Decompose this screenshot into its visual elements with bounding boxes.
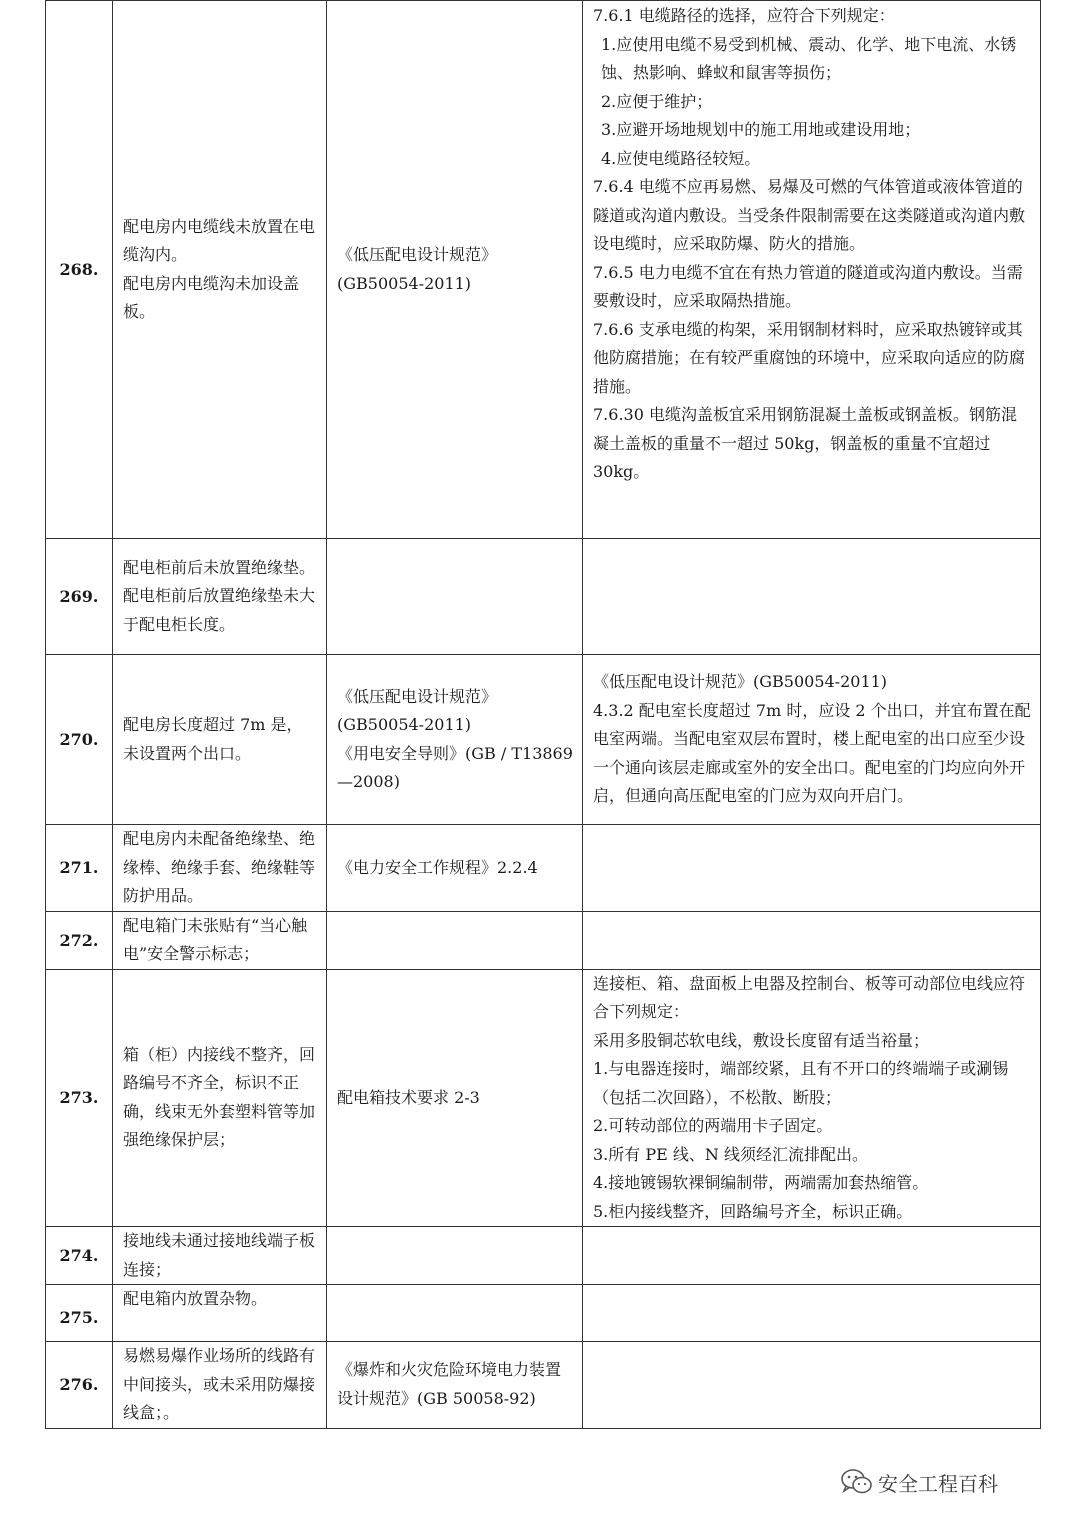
basis-cell bbox=[327, 1285, 583, 1342]
issue-text: 箱（柜）内接线不整齐，回路编号不齐全，标识不正确，线束无外套塑料管等加强绝缘保护层； bbox=[123, 1044, 316, 1150]
requirement-cell bbox=[583, 1342, 1041, 1429]
basis-text: 《爆炸和火灾危险环境电力装置设计规范》(GB 50058-92) bbox=[337, 1360, 562, 1408]
table-row bbox=[46, 825, 1041, 912]
table-row bbox=[46, 539, 1041, 655]
regulation-table bbox=[45, 0, 1041, 1429]
basis-cell bbox=[327, 825, 583, 912]
basis-cell bbox=[327, 911, 583, 969]
issue-cell bbox=[113, 911, 327, 969]
requirement-text: 7.6.30 电缆沟盖板宜采用钢筋混凝土盖板或钢盖板。钢筋混凝土盖板的重量不一超过 50kg，钢盖板的重量不宜超过 30kg。 bbox=[593, 405, 1017, 481]
table-row bbox=[46, 655, 1041, 825]
requirement-cell bbox=[583, 1285, 1041, 1342]
issue-cell bbox=[113, 969, 327, 1227]
row-number: 272. bbox=[46, 911, 113, 969]
issue-cell bbox=[113, 655, 327, 825]
watermark-text: 安全工程百科 bbox=[878, 1471, 998, 1496]
requirement-text: 2.应便于维护； bbox=[601, 91, 713, 111]
basis-cell bbox=[327, 1227, 583, 1285]
issue-cell bbox=[113, 539, 327, 655]
issue-cell bbox=[113, 1285, 327, 1342]
issue-text: 配电箱门未张贴有“当心触电”安全警示标志； bbox=[123, 915, 308, 963]
basis-cell bbox=[327, 539, 583, 655]
table-row bbox=[46, 1, 1041, 539]
row-number: 271. bbox=[46, 825, 113, 912]
requirement-cell bbox=[583, 539, 1041, 655]
basis-cell bbox=[327, 1, 583, 539]
table-row bbox=[46, 911, 1041, 969]
requirement-text: 4.应使电缆路径较短。 bbox=[601, 148, 761, 168]
row-number: 274. bbox=[46, 1227, 113, 1285]
requirement-text: 7.6.5 电力电缆不宜在有热力管道的隧道或沟道内敷设。当需要敷设时，应采取隔热措施。 bbox=[593, 262, 1023, 310]
issue-text: 配电房内电缆线未放置在电缆沟内。 bbox=[123, 216, 316, 264]
issue-text: 易燃易爆作业场所的线路有中间接头，或未采用防爆接线盒；。 bbox=[123, 1346, 316, 1422]
requirement-text: 1.与电器连接时，端部绞紧，且有不开口的终端端子或涮锡（包括二次回路），不松散、断股； bbox=[593, 1059, 1009, 1107]
basis-text: 《低压配电设计规范》(GB50054-2011) bbox=[337, 245, 498, 293]
basis-text: 配电箱技术要求 2-3 bbox=[337, 1087, 480, 1107]
requirement-text: 4.3.2 配电室长度超过 7m 时，应设 2 个出口，并宜布置在配电室两端。当配电室双层布置时，楼上配电室的出口应至少设一个通向该层走廊或室外的安全出口。配电室的门均应向外开启，但通向高压配电室的门应为双向开启门。 bbox=[593, 700, 1031, 806]
issue-cell bbox=[113, 1342, 327, 1429]
row-number: 276. bbox=[46, 1342, 113, 1429]
requirement-text: 7.6.1 电缆路径的选择，应符合下列规定： bbox=[593, 6, 895, 25]
requirement-text: 采用多股铜芯软电线，敷设长度留有适当裕量； bbox=[593, 1030, 930, 1050]
table-row bbox=[46, 969, 1041, 1227]
wechat-icon bbox=[840, 1468, 874, 1496]
row-number: 269. bbox=[46, 539, 113, 655]
table-row bbox=[46, 1227, 1041, 1285]
requirement-text: 5.柜内接线整齐，回路编号齐全，标识正确。 bbox=[593, 1201, 913, 1221]
requirement-text: 1.应使用电缆不易受到机械、震动、化学、地下电流、水锈蚀、热影响、蜂蚁和鼠害等损伤； bbox=[601, 34, 1017, 82]
requirement-text: 3.所有 PE 线、N 线须经汇流排配出。 bbox=[593, 1144, 868, 1164]
requirement-cell bbox=[583, 655, 1041, 825]
requirement-text: 7.6.4 电缆不应再易燃、易爆及可燃的气体管道或液体管道的隧道或沟道内敷设。当受条件限制需要在这类隧道或沟道内敷设电缆时，应采取防爆、防火的措施。 bbox=[593, 177, 1026, 253]
basis-cell bbox=[327, 655, 583, 825]
basis-text: 《低压配电设计规范》(GB50054-2011) bbox=[337, 686, 498, 734]
issue-text: 配电房内电缆沟未加设盖板。 bbox=[123, 273, 300, 321]
watermark bbox=[840, 1462, 1050, 1502]
table-row bbox=[46, 1342, 1041, 1429]
requirement-text: 《低压配电设计规范》(GB50054-2011) bbox=[593, 672, 888, 692]
issue-cell bbox=[113, 825, 327, 912]
issue-text: 接地线未通过接地线端子板连接； bbox=[123, 1231, 316, 1279]
basis-text: 《电力安全工作规程》2.2.4 bbox=[337, 857, 538, 877]
requirement-cell bbox=[583, 911, 1041, 969]
issue-cell bbox=[113, 1227, 327, 1285]
basis-cell bbox=[327, 969, 583, 1227]
requirement-text: 3.应避开场地规划中的施工用地或建设用地； bbox=[601, 120, 921, 139]
requirement-cell bbox=[583, 969, 1041, 1227]
issue-text: 配电柜前后放置绝缘垫未大于配电柜长度。 bbox=[123, 586, 316, 634]
issue-text: 配电柜前后未放置绝缘垫。 bbox=[123, 557, 316, 577]
issue-cell bbox=[113, 1, 327, 539]
requirement-text: 连接柜、箱、盘面板上电器及控制台、板等可动部位电线应符合下列规定： bbox=[593, 973, 1026, 1021]
requirement-cell bbox=[583, 1227, 1041, 1285]
basis-text: 《用电安全导则》(GB / T13869—2008) bbox=[337, 743, 573, 791]
issue-text: 配电房长度超过 7m 是，未设置两个出口。 bbox=[123, 715, 303, 763]
issue-text: 配电箱内放置杂物。 bbox=[123, 1289, 268, 1308]
requirement-text: 2.可转动部位的两端用卡子固定。 bbox=[593, 1116, 833, 1135]
row-number: 270. bbox=[46, 655, 113, 825]
issue-text: 配电房内未配备绝缘垫、绝缘棒、绝缘手套、绝缘鞋等防护用品。 bbox=[123, 829, 316, 905]
requirement-cell bbox=[583, 825, 1041, 912]
table-row bbox=[46, 1285, 1041, 1342]
basis-cell bbox=[327, 1342, 583, 1429]
requirement-cell bbox=[583, 1, 1041, 539]
requirement-text: 7.6.6 支承电缆的构架，采用钢制材料时，应采取热镀锌或其他防腐措施；在有较严重腐蚀的环境中，应采取向适应的防腐措施。 bbox=[593, 319, 1026, 396]
requirement-text: 4.接地镀锡软裸铜编制带，两端需加套热缩管。 bbox=[593, 1173, 929, 1192]
row-number: 268. bbox=[46, 1, 113, 539]
row-number: 273. bbox=[46, 969, 113, 1227]
row-number: 275. bbox=[46, 1285, 113, 1342]
